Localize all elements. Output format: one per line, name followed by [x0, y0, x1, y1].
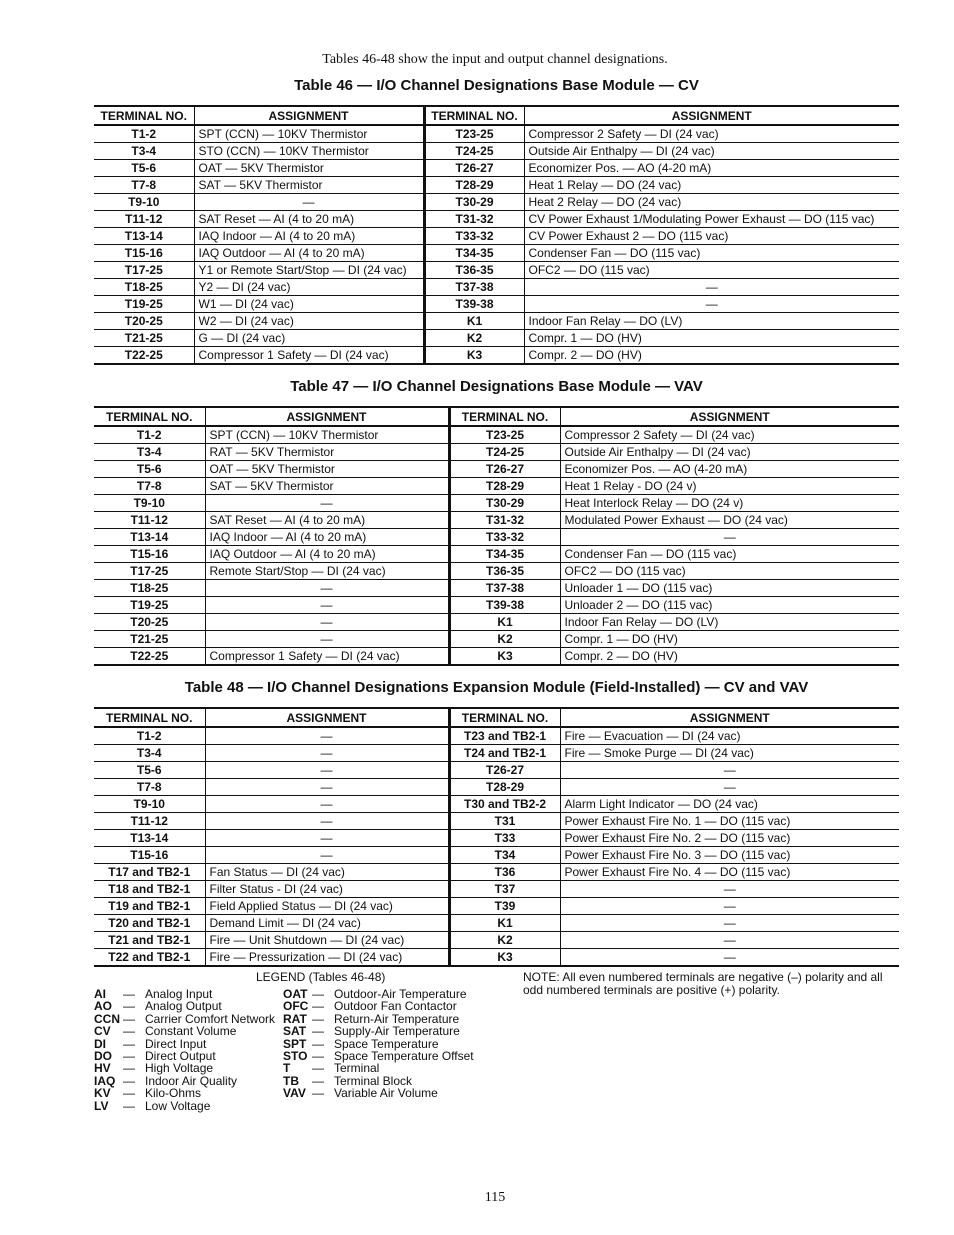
terminal-cell: T31-32: [424, 211, 524, 228]
legend-dash: —: [123, 987, 135, 1001]
table-row: [94, 932, 899, 949]
terminal-cell: T20-25: [94, 313, 194, 330]
column-header-assignment: ASSIGNMENT: [205, 708, 449, 727]
table-row: [94, 444, 899, 461]
assignment-cell: Fire — Smoke Purge — DI (24 vac): [560, 745, 899, 762]
terminal-cell: T17-25: [94, 262, 194, 279]
terminal-cell: T3-4: [94, 444, 205, 461]
assignment-cell: G — DI (24 vac): [194, 330, 424, 347]
assignment-cell: —: [205, 745, 449, 762]
legend-dash: —: [123, 1086, 135, 1101]
assignment-cell: OAT — 5KV Thermistor: [205, 461, 449, 478]
legend-dash: —: [312, 1036, 324, 1051]
legend-description: Space Temperature: [334, 1036, 439, 1051]
terminal-cell: T30-29: [424, 194, 524, 211]
assignment-cell: Compr. 1 — DO (HV): [560, 631, 899, 648]
legend-abbreviation: OAT: [283, 987, 308, 1001]
table-row: [94, 597, 899, 614]
column-header-terminal: TERMINAL NO.: [94, 708, 205, 727]
table-46: [94, 105, 899, 365]
assignment-cell: Indoor Fan Relay — DO (LV): [524, 313, 899, 330]
assignment-cell: Alarm Light Indicator — DO (24 vac): [560, 796, 899, 813]
terminal-cell: T39: [449, 898, 560, 915]
legend-dash: —: [123, 1061, 135, 1076]
assignment-cell: —: [560, 915, 899, 932]
terminal-cell: T11-12: [94, 512, 205, 529]
terminal-cell: T5-6: [94, 461, 205, 478]
legend-abbreviation: SPT: [283, 1036, 307, 1051]
table-row: [94, 296, 899, 313]
terminal-cell: T34: [449, 847, 560, 864]
table-row: [94, 546, 899, 563]
assignment-cell: OAT — 5KV Thermistor: [194, 160, 424, 177]
terminal-cell: T1-2: [94, 426, 205, 444]
terminal-cell: K2: [449, 631, 560, 648]
legend-description: Constant Volume: [145, 1024, 237, 1039]
assignment-cell: Y1 or Remote Start/Stop — DI (24 vac): [194, 262, 424, 279]
assignment-cell: SAT Reset — AI (4 to 20 mA): [194, 211, 424, 228]
terminal-cell: T24-25: [449, 444, 560, 461]
terminal-cell: T28-29: [424, 177, 524, 194]
assignment-cell: Condenser Fan — DO (115 vac): [524, 245, 899, 262]
terminal-cell: T30-29: [449, 495, 560, 512]
legend-abbreviation: SAT: [283, 1024, 307, 1039]
assignment-cell: IAQ Outdoor — AI (4 to 20 mA): [205, 546, 449, 563]
assignment-cell: Field Applied Status — DI (24 vac): [205, 898, 449, 915]
legend-description: Indoor Air Quality: [145, 1073, 238, 1088]
table-row: [94, 228, 899, 245]
assignment-cell: —: [560, 898, 899, 915]
table-row: [94, 125, 899, 143]
legend-dash: —: [312, 1049, 324, 1064]
terminal-cell: T22-25: [94, 347, 194, 365]
terminal-cell: T9-10: [94, 495, 205, 512]
polarity-note: NOTE: All even numbered terminals are negative (–) polarity and all odd numbered terminals are positive (+) polarity.: [523, 970, 883, 997]
legend-abbreviation: AI: [94, 987, 106, 1001]
assignment-cell: Unloader 1 — DO (115 vac): [560, 580, 899, 597]
assignment-cell: Economizer Pos. — AO (4-20 mA): [524, 160, 899, 177]
terminal-cell: T21 and TB2-1: [94, 932, 205, 949]
legend-description: Terminal Block: [334, 1073, 413, 1088]
assignment-cell: SAT — 5KV Thermistor: [194, 177, 424, 194]
terminal-cell: T18 and TB2-1: [94, 881, 205, 898]
table-48-title: Table 48 — I/O Channel Designations Expansion Module (Field-Installed) — CV and VAV: [184, 679, 809, 696]
terminal-cell: T18-25: [94, 580, 205, 597]
terminal-cell: T39-38: [449, 597, 560, 614]
assignment-cell: —: [205, 495, 449, 512]
terminal-cell: T5-6: [94, 160, 194, 177]
legend-description: Supply-Air Temperature: [334, 1024, 460, 1039]
assignment-cell: OFC2 — DO (115 vac): [560, 563, 899, 580]
terminal-cell: T31: [449, 813, 560, 830]
assignment-cell: Heat 2 Relay — DO (24 vac): [524, 194, 899, 211]
legend-description: Kilo-Ohms: [145, 1086, 202, 1101]
legend-dash: —: [312, 1073, 324, 1088]
assignment-cell: Compressor 2 Safety — DI (24 vac): [524, 125, 899, 143]
assignment-cell: W2 — DI (24 vac): [194, 313, 424, 330]
column-header-terminal: TERMINAL NO.: [94, 106, 194, 125]
legend-abbreviation: RAT: [283, 1011, 307, 1026]
terminal-cell: T9-10: [94, 796, 205, 813]
legend-dash: —: [123, 999, 135, 1014]
terminal-cell: T37-38: [449, 580, 560, 597]
legend-description: Terminal: [334, 1061, 380, 1076]
terminal-cell: T7-8: [94, 177, 194, 194]
assignment-cell: Compressor 2 Safety — DI (24 vac): [560, 426, 899, 444]
table-row: [94, 648, 899, 666]
legend-description: Space Temperature Offset: [334, 1049, 474, 1064]
assignment-cell: —: [205, 727, 449, 745]
table-48: [94, 707, 899, 967]
terminal-cell: T34-35: [449, 546, 560, 563]
assignment-cell: —: [524, 279, 899, 296]
assignment-cell: Fire — Unit Shutdown — DI (24 vac): [205, 932, 449, 949]
assignment-cell: —: [560, 949, 899, 967]
legend-left-column: [94, 988, 275, 1112]
legend-abbreviation: VAV: [283, 1086, 306, 1101]
terminal-cell: T36: [449, 864, 560, 881]
terminal-cell: T37-38: [424, 279, 524, 296]
legend-abbreviation: IAQ: [94, 1073, 116, 1088]
legend-item: [283, 1087, 474, 1099]
assignment-cell: Power Exhaust Fire No. 3 — DO (115 vac): [560, 847, 899, 864]
assignment-cell: Compr. 2 — DO (HV): [524, 347, 899, 365]
legend-description: Low Voltage: [145, 1098, 211, 1113]
column-header-assignment: ASSIGNMENT: [560, 708, 899, 727]
terminal-cell: T20 and TB2-1: [94, 915, 205, 932]
terminal-cell: T22 and TB2-1: [94, 949, 205, 967]
table-row: [94, 847, 899, 864]
terminal-cell: T21-25: [94, 330, 194, 347]
legend-description: Carrier Comfort Network: [145, 1011, 276, 1026]
legend-dash: —: [123, 1011, 135, 1026]
legend-abbreviation: LV: [94, 1098, 109, 1113]
assignment-cell: —: [560, 529, 899, 546]
terminal-cell: T37: [449, 881, 560, 898]
table-47-title: Table 47 — I/O Channel Designations Base Module — VAV: [290, 378, 703, 395]
legend-description: Direct Output: [145, 1049, 216, 1064]
assignment-cell: W1 — DI (24 vac): [194, 296, 424, 313]
assignment-cell: —: [205, 830, 449, 847]
terminal-cell: T7-8: [94, 478, 205, 495]
column-header-terminal: TERMINAL NO.: [424, 106, 524, 125]
assignment-cell: —: [194, 194, 424, 211]
assignment-cell: Power Exhaust Fire No. 4 — DO (115 vac): [560, 864, 899, 881]
assignment-cell: —: [205, 597, 449, 614]
legend-description: Analog Output: [145, 999, 222, 1014]
terminal-cell: T3-4: [94, 745, 205, 762]
terminal-cell: T33-32: [449, 529, 560, 546]
assignment-cell: —: [205, 813, 449, 830]
legend-description: High Voltage: [145, 1061, 214, 1076]
legend-item: [94, 1100, 275, 1112]
legend-dash: —: [123, 1098, 135, 1113]
assignment-cell: —: [205, 580, 449, 597]
assignment-cell: Modulated Power Exhaust — DO (24 vac): [560, 512, 899, 529]
terminal-cell: T17 and TB2-1: [94, 864, 205, 881]
terminal-cell: T31-32: [449, 512, 560, 529]
legend-dash: —: [312, 999, 324, 1014]
terminal-cell: T15-16: [94, 847, 205, 864]
terminal-cell: T19-25: [94, 597, 205, 614]
assignment-cell: —: [205, 779, 449, 796]
table-row: [94, 160, 899, 177]
assignment-cell: CV Power Exhaust 2 — DO (115 vac): [524, 228, 899, 245]
terminal-cell: T34-35: [424, 245, 524, 262]
terminal-cell: K1: [449, 915, 560, 932]
column-header-assignment: ASSIGNMENT: [524, 106, 899, 125]
terminal-cell: T23-25: [449, 426, 560, 444]
table-row: [94, 813, 899, 830]
terminal-cell: T1-2: [94, 727, 205, 745]
terminal-cell: T13-14: [94, 529, 205, 546]
terminal-cell: T36-35: [449, 563, 560, 580]
assignment-cell: SPT (CCN) — 10KV Thermistor: [194, 125, 424, 143]
table-row: [94, 830, 899, 847]
terminal-cell: T26-27: [449, 461, 560, 478]
assignment-cell: CV Power Exhaust 1/Modulating Power Exhaust — DO (115 vac): [524, 211, 899, 228]
assignment-cell: —: [205, 631, 449, 648]
legend-abbreviation: T: [283, 1061, 291, 1076]
table-row: [94, 347, 899, 365]
assignment-cell: SAT — 5KV Thermistor: [205, 478, 449, 495]
terminal-cell: T28-29: [449, 478, 560, 495]
assignment-cell: SPT (CCN) — 10KV Thermistor: [205, 426, 449, 444]
intro-text: Tables 46-48 show the input and output channel designations.: [322, 52, 668, 67]
table-row: [94, 727, 899, 745]
terminal-cell: K2: [424, 330, 524, 347]
table-row: [94, 864, 899, 881]
terminal-cell: T19 and TB2-1: [94, 898, 205, 915]
terminal-cell: T5-6: [94, 762, 205, 779]
table-row: [94, 631, 899, 648]
assignment-cell: OFC2 — DO (115 vac): [524, 262, 899, 279]
legend-abbreviation: CV: [94, 1024, 111, 1039]
table-row: [94, 949, 899, 967]
terminal-cell: T33: [449, 830, 560, 847]
legend-abbreviation: KV: [94, 1086, 111, 1101]
table-row: [94, 580, 899, 597]
table-row: [94, 796, 899, 813]
legend-description: Analog Input: [145, 987, 213, 1001]
table-47: [94, 406, 899, 666]
assignment-cell: Condenser Fan — DO (115 vac): [560, 546, 899, 563]
terminal-cell: T19-25: [94, 296, 194, 313]
assignment-cell: —: [205, 847, 449, 864]
table-46-title: Table 46 — I/O Channel Designations Base Module — CV: [294, 77, 699, 94]
terminal-cell: K1: [424, 313, 524, 330]
table-row: [94, 898, 899, 915]
assignment-cell: Outside Air Enthalpy — DI (24 vac): [524, 143, 899, 160]
terminal-cell: T33-32: [424, 228, 524, 245]
legend-description: Direct Input: [145, 1036, 207, 1051]
table-row: [94, 881, 899, 898]
column-header-assignment: ASSIGNMENT: [194, 106, 424, 125]
table-row: [94, 194, 899, 211]
legend-abbreviation: CCN: [94, 1011, 120, 1026]
terminal-cell: T22-25: [94, 648, 205, 666]
assignment-cell: Fan Status — DI (24 vac): [205, 864, 449, 881]
legend-dash: —: [312, 1086, 324, 1101]
assignment-cell: Y2 — DI (24 vac): [194, 279, 424, 296]
terminal-cell: T1-2: [94, 125, 194, 143]
terminal-cell: K3: [449, 648, 560, 666]
table-row: [94, 745, 899, 762]
legend-dash: —: [123, 1036, 135, 1051]
assignment-cell: Economizer Pos. — AO (4-20 mA): [560, 461, 899, 478]
legend-description: Return-Air Temperature: [334, 1011, 460, 1026]
table-row: [94, 478, 899, 495]
assignment-cell: Heat Interlock Relay — DO (24 v): [560, 495, 899, 512]
table-row: [94, 529, 899, 546]
assignment-cell: Power Exhaust Fire No. 2 — DO (115 vac): [560, 830, 899, 847]
table-row: [94, 614, 899, 631]
legend-title: LEGEND (Tables 46-48): [256, 970, 386, 984]
terminal-cell: T36-35: [424, 262, 524, 279]
legend-abbreviation: HV: [94, 1061, 111, 1076]
terminal-cell: K1: [449, 614, 560, 631]
assignment-cell: IAQ Indoor — AI (4 to 20 mA): [194, 228, 424, 245]
assignment-cell: Compressor 1 Safety — DI (24 vac): [194, 347, 424, 365]
assignment-cell: —: [205, 762, 449, 779]
table-row: [94, 313, 899, 330]
table-row: [94, 245, 899, 262]
assignment-cell: Heat 1 Relay - DO (24 v): [560, 478, 899, 495]
terminal-cell: K3: [449, 949, 560, 967]
table-row: [94, 762, 899, 779]
terminal-cell: T3-4: [94, 143, 194, 160]
column-header-terminal: TERMINAL NO.: [94, 407, 205, 426]
terminal-cell: T15-16: [94, 546, 205, 563]
column-header-terminal: TERMINAL NO.: [449, 407, 560, 426]
table-row: [94, 177, 899, 194]
terminal-cell: T26-27: [424, 160, 524, 177]
assignment-cell: Filter Status - DI (24 vac): [205, 881, 449, 898]
terminal-cell: K2: [449, 932, 560, 949]
legend-dash: —: [123, 1073, 135, 1088]
table-row: [94, 211, 899, 228]
legend-abbreviation: TB: [283, 1073, 299, 1088]
column-header-assignment: ASSIGNMENT: [560, 407, 899, 426]
assignment-cell: STO (CCN) — 10KV Thermistor: [194, 143, 424, 160]
legend-abbreviation: DI: [94, 1036, 106, 1051]
page-number: 115: [484, 1190, 506, 1205]
assignment-cell: —: [560, 932, 899, 949]
terminal-cell: K3: [424, 347, 524, 365]
legend-description: Outdoor Fan Contactor: [334, 999, 457, 1014]
terminal-cell: T18-25: [94, 279, 194, 296]
assignment-cell: Fire — Evacuation — DI (24 vac): [560, 727, 899, 745]
table-row: [94, 426, 899, 444]
assignment-cell: IAQ Outdoor — AI (4 to 20 mA): [194, 245, 424, 262]
table-row: [94, 143, 899, 160]
terminal-cell: T17-25: [94, 563, 205, 580]
column-header-terminal: TERMINAL NO.: [449, 708, 560, 727]
assignment-cell: Fire — Pressurization — DI (24 vac): [205, 949, 449, 967]
assignment-cell: Demand Limit — DI (24 vac): [205, 915, 449, 932]
terminal-cell: T28-29: [449, 779, 560, 796]
terminal-cell: T9-10: [94, 194, 194, 211]
assignment-cell: —: [205, 796, 449, 813]
table-row: [94, 495, 899, 512]
assignment-cell: Compr. 1 — DO (HV): [524, 330, 899, 347]
assignment-cell: —: [560, 762, 899, 779]
assignment-cell: Compr. 2 — DO (HV): [560, 648, 899, 666]
assignment-cell: Compressor 1 Safety — DI (24 vac): [205, 648, 449, 666]
assignment-cell: —: [524, 296, 899, 313]
legend-description: Outdoor-Air Temperature: [334, 987, 467, 1001]
terminal-cell: T23 and TB2-1: [449, 727, 560, 745]
terminal-cell: T30 and TB2-2: [449, 796, 560, 813]
assignment-cell: —: [205, 614, 449, 631]
table-row: [94, 262, 899, 279]
terminal-cell: T7-8: [94, 779, 205, 796]
terminal-cell: T20-25: [94, 614, 205, 631]
table-row: [94, 279, 899, 296]
terminal-cell: T39-38: [424, 296, 524, 313]
assignment-cell: IAQ Indoor — AI (4 to 20 mA): [205, 529, 449, 546]
legend-abbreviation: AO: [94, 999, 112, 1014]
legend-dash: —: [312, 1011, 324, 1026]
assignment-cell: Indoor Fan Relay — DO (LV): [560, 614, 899, 631]
legend-dash: —: [312, 1024, 324, 1039]
terminal-cell: T24-25: [424, 143, 524, 160]
legend-right-column: [283, 988, 474, 1100]
legend-dash: —: [312, 987, 324, 1001]
legend-abbreviation: STO: [283, 1049, 308, 1064]
assignment-cell: Heat 1 Relay — DO (24 vac): [524, 177, 899, 194]
terminal-cell: T21-25: [94, 631, 205, 648]
assignment-cell: —: [560, 779, 899, 796]
terminal-cell: T26-27: [449, 762, 560, 779]
assignment-cell: SAT Reset — AI (4 to 20 mA): [205, 512, 449, 529]
table-row: [94, 461, 899, 478]
legend-abbreviation: OFC: [283, 999, 309, 1014]
table-row: [94, 915, 899, 932]
table-row: [94, 563, 899, 580]
assignment-cell: Power Exhaust Fire No. 1 — DO (115 vac): [560, 813, 899, 830]
table-row: [94, 330, 899, 347]
table-row: [94, 779, 899, 796]
terminal-cell: T13-14: [94, 228, 194, 245]
column-header-assignment: ASSIGNMENT: [205, 407, 449, 426]
terminal-cell: T13-14: [94, 830, 205, 847]
terminal-cell: T11-12: [94, 211, 194, 228]
terminal-cell: T11-12: [94, 813, 205, 830]
assignment-cell: Outside Air Enthalpy — DI (24 vac): [560, 444, 899, 461]
legend-dash: —: [123, 1024, 135, 1039]
legend-description: Variable Air Volume: [334, 1086, 438, 1101]
terminal-cell: T23-25: [424, 125, 524, 143]
legend-dash: —: [123, 1049, 135, 1064]
legend-dash: —: [312, 1061, 324, 1076]
table-row: [94, 512, 899, 529]
legend-abbreviation: DO: [94, 1049, 112, 1064]
assignment-cell: Unloader 2 — DO (115 vac): [560, 597, 899, 614]
assignment-cell: RAT — 5KV Thermistor: [205, 444, 449, 461]
assignment-cell: —: [560, 881, 899, 898]
terminal-cell: T15-16: [94, 245, 194, 262]
assignment-cell: Remote Start/Stop — DI (24 vac): [205, 563, 449, 580]
terminal-cell: T24 and TB2-1: [449, 745, 560, 762]
